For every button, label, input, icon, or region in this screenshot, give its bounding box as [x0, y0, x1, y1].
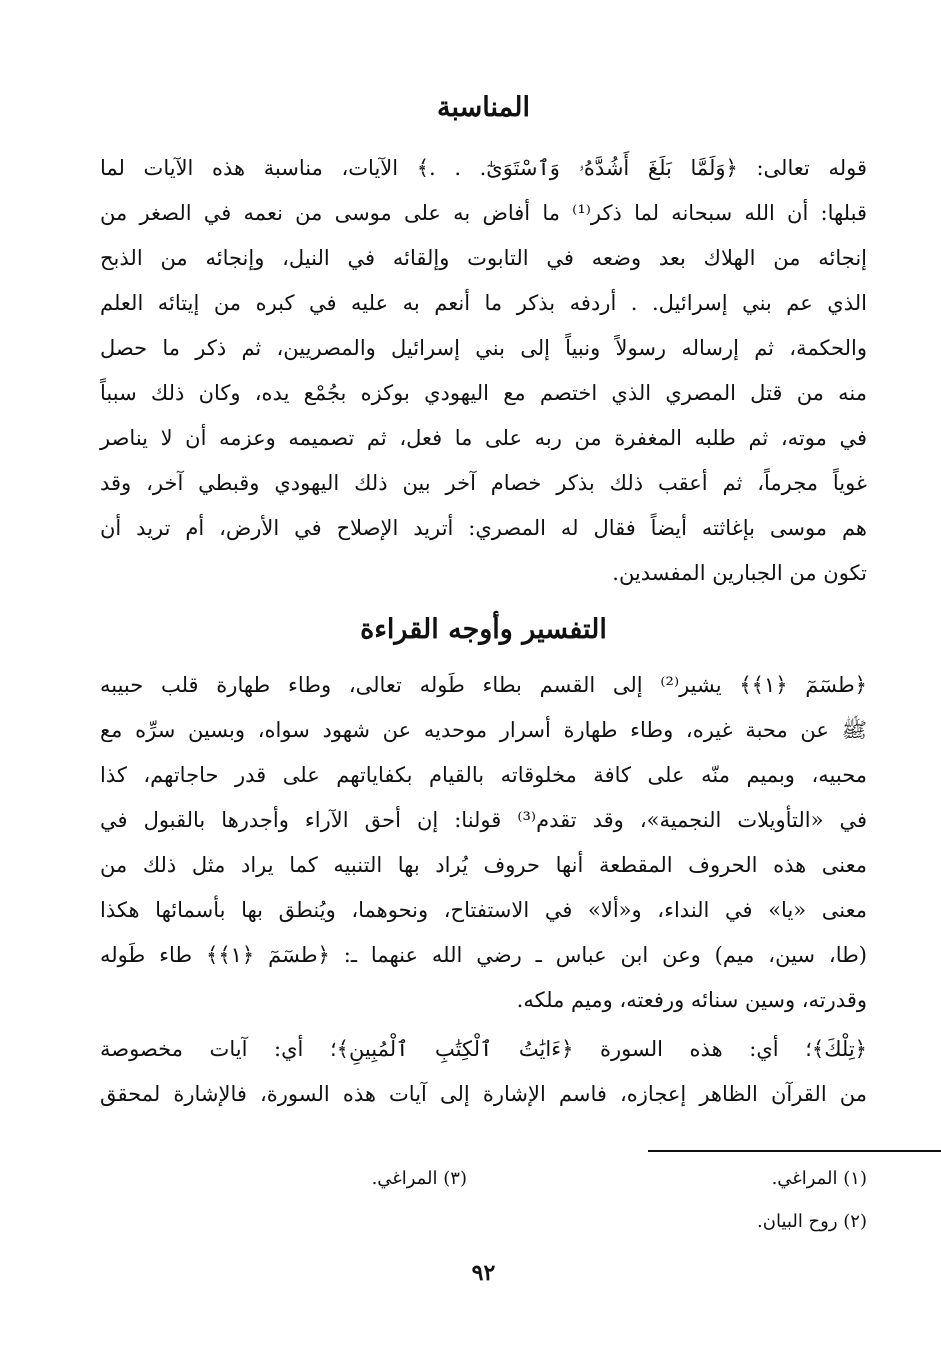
section-heading-tafsir: التفسير وأوجه القراءة — [360, 614, 607, 645]
text-line: قوله تعالى: ﴿وَلَمَّا بَلَغَ أَشُدَّهُۥ وَٱسْتَوَىٰٓ. . .﴾ الآيات، مناسبة هذه الآيات لما — [100, 156, 867, 180]
paragraph-relevance — [100, 146, 867, 596]
text-line: وقدرته، وسين سنائه ورفعته، وميم ملكه. — [516, 988, 867, 1012]
text-line: منه من قتل المصري الذي اختصم مع اليهودي بوكزه بجُمْع يده، وكان ذلك سبباً — [100, 381, 867, 405]
text-line: (طا، سين، ميم) وعن ابن عباس ـ رضي الله عنهما ـ: ﴿طسٓمٓ ﴿١﴾﴾ طاء طَوله — [100, 943, 867, 967]
text-line: والحكمة، ثم إرساله رسولاً ونبياً إلى بني إسرائيل والمصريين، ثم ذكر ما حصل — [100, 336, 867, 360]
text-line: في موته، ثم طلبه المغفرة من ربه على ما فعل، ثم تصميمه وعزمه أن لا يناصر — [100, 426, 867, 450]
text-line: معنى هذه الحروف المقطعة أنها حروف يُراد بها التنبيه كما يراد مثل ذلك من — [100, 853, 867, 877]
footnote-1: (١) المراغي. — [771, 1168, 867, 1189]
footnote-2: (٢) روح البيان. — [757, 1211, 867, 1232]
paragraph-tafsir — [100, 663, 867, 1023]
footnote-divider — [648, 1150, 941, 1152]
text-line: في «التأويلات النجمية»، وقد تقدم⁽³⁾ قولنا: إن أحق الآراء وأجدرها بالقبول في — [100, 808, 867, 832]
text-line: قبلها: أن الله سبحانه لما ذكر⁽¹⁾ ما أفاض به على موسى من نعمه في الصغر من — [100, 201, 867, 225]
text-line: الذي عم بني إسرائيل. . أردفه بذكر ما أنعم به عليه في كبره من إيتائه العلم — [100, 291, 867, 315]
text-line: تكون من الجبارين المفسدين. — [612, 561, 867, 585]
page-number: ٩٢ — [471, 1260, 496, 1286]
paragraph-tilka — [100, 1027, 867, 1117]
text-line: ﷺ عن محبة غيره، وطاء طهارة أسرار موحديه عن شهود سواه، وبسين سرِّه مع — [100, 718, 867, 742]
text-line: ﴿طسٓمٓ ﴿١﴾﴾ يشير⁽²⁾ إلى القسم بطاء طَوله تعالى، وطاء طهارة قلب حبيبه — [100, 673, 867, 697]
text-line: محبيه، وبميم منّه على كافة مخلوقاته بالقيام بكفاياتهم على قدر حاجاتهم، كذا — [100, 763, 867, 787]
text-line: إنجائه من الهلاك بعد وضعه في التابوت وإلقائه في النيل، وإنجائه من الذبح — [100, 246, 867, 270]
footnote-3: (٣) المراغي. — [371, 1168, 467, 1189]
text-line: غوياً مجرماً، ثم أعقب ذلك بذكر خصام آخر بين ذلك اليهودي وقبطي آخر، وقد — [100, 471, 867, 495]
text-line: هم موسى بإغاثته أيضاً فقال له المصري: أتريد الإصلاح في الأرض، أم تريد أن — [100, 516, 867, 540]
section-heading-relevance: المناسبة — [437, 92, 530, 123]
book-page — [100, 0, 867, 1369]
text-line: ﴿تِلْكَ﴾؛ أي: هذه السورة ﴿ءَايَٰتُ ٱلْكِتَٰبِ ٱلْمُبِينِ﴾؛ أي: آيات مخصوصة — [100, 1037, 867, 1061]
text-line: من القرآن الظاهر إعجازه، فاسم الإشارة إلى آيات هذه السورة، فالإشارة لمحقق — [100, 1082, 867, 1106]
text-line: معنى «يا» في النداء، و«ألا» في الاستفتاح، ونحوهما، ويُنطق بها بأسمائها هكذا — [100, 898, 867, 922]
